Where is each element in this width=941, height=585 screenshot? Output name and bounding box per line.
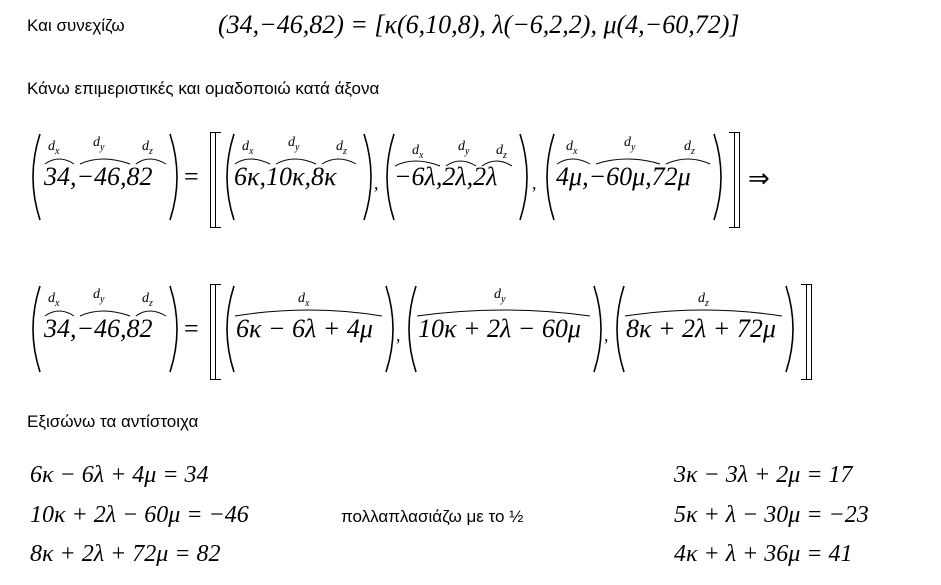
system-left-eq-3: 8κ + 2λ + 72μ = 82 [30, 541, 221, 567]
row2-dz-label: $d_z$ [142, 291, 153, 309]
system-right-eq-3: 4κ + λ + 36μ = 41 [674, 541, 853, 567]
row1-left-open-paren [28, 132, 42, 222]
row2-left-vector: 34,−46,82 [44, 314, 153, 343]
row2-left-open-paren [28, 284, 42, 374]
row2-gy-open-paren [404, 284, 418, 374]
row2-comma-1: , [396, 325, 401, 345]
row1-g2-dx: $d_x$ [412, 143, 424, 161]
row1-group2: −6λ,2λ,2λ [394, 162, 498, 191]
row1-g2-dy: $d_y$ [458, 139, 470, 157]
row2-gy-label: $d_y$ [494, 287, 506, 305]
row1-g2-close-paren [518, 132, 532, 222]
row2-sum-y: 10κ + 2λ − 60μ [418, 314, 581, 343]
row2-dy-label: $d_y$ [93, 287, 105, 305]
row2-sum-x: 6κ − 6λ + 4μ [236, 314, 373, 343]
intro-equation: (34,−46,82) = [κ(6,10,8), λ(−6,2,2), μ(4,−60,72)] [218, 10, 740, 39]
row2-open-bracket-inner [215, 284, 221, 380]
row2-left-close-paren [168, 284, 182, 374]
row1-g3-open-paren [542, 132, 556, 222]
row1-left-close-paren [168, 132, 182, 222]
row1-g2-dz: $d_z$ [496, 143, 507, 161]
system-right-eq-2: 5κ + λ − 30μ = −23 [674, 502, 869, 528]
row1-group3: 4μ,−60μ,72μ [556, 162, 691, 191]
row2-dx-label: $d_x$ [48, 291, 60, 309]
row1-comma-2: , [532, 173, 537, 193]
row2-comma-2: , [604, 325, 609, 345]
row1-open-bracket-inner [215, 132, 221, 228]
row2-gz-close-paren [784, 284, 798, 374]
row1-g3-dx: $d_x$ [566, 139, 578, 157]
row1-dy-label: $d_y$ [93, 135, 105, 153]
row2-gz-open-paren [612, 284, 626, 374]
system-note: πολλαπλασιάζω με το ½ [341, 507, 524, 526]
row1-left-vector: 34,−46,82 [44, 162, 153, 191]
row1-g3-dz: $d_z$ [684, 139, 695, 157]
row1-g3-close-paren [712, 132, 726, 222]
row1-dz-label: $d_z$ [142, 139, 153, 157]
row2-sum-z: 8κ + 2λ + 72μ [626, 314, 776, 343]
system-left-eq-2: 10κ + 2λ − 60μ = −46 [30, 502, 249, 528]
row2-gz-label: $d_z$ [698, 291, 709, 309]
system-left-eq-1: 6κ − 6λ + 4μ = 34 [30, 462, 209, 488]
row1-g1-dy: $d_y$ [288, 135, 300, 153]
step3-label: Εξισώνω τα αντίστοιχα [27, 412, 199, 431]
row1-g1-dx: $d_x$ [242, 139, 254, 157]
row1-g1-dz: $d_z$ [336, 139, 347, 157]
intro-label: Και συνεχίζω [27, 16, 125, 35]
row2-gx-open-paren [222, 284, 236, 374]
row2-equals: = [184, 314, 199, 343]
row2-close-bracket-inner [801, 284, 807, 380]
row1-comma-1: , [374, 173, 379, 193]
row1-group1: 6κ,10κ,8κ [234, 162, 337, 191]
step2-label: Κάνω επιμεριστικές και ομαδοποιώ κατά άξονα [27, 79, 380, 98]
row1-equals: = [184, 162, 199, 191]
system-right-eq-1: 3κ − 3λ + 2μ = 17 [674, 462, 853, 488]
row2-gx-label: $d_x$ [298, 291, 310, 309]
row1-dx-label: $d_x$ [48, 139, 60, 157]
row1-implies-arrow: ⇒ [748, 164, 770, 193]
row1-g3-dy: $d_y$ [624, 135, 636, 153]
row1-close-bracket-inner [729, 132, 735, 228]
